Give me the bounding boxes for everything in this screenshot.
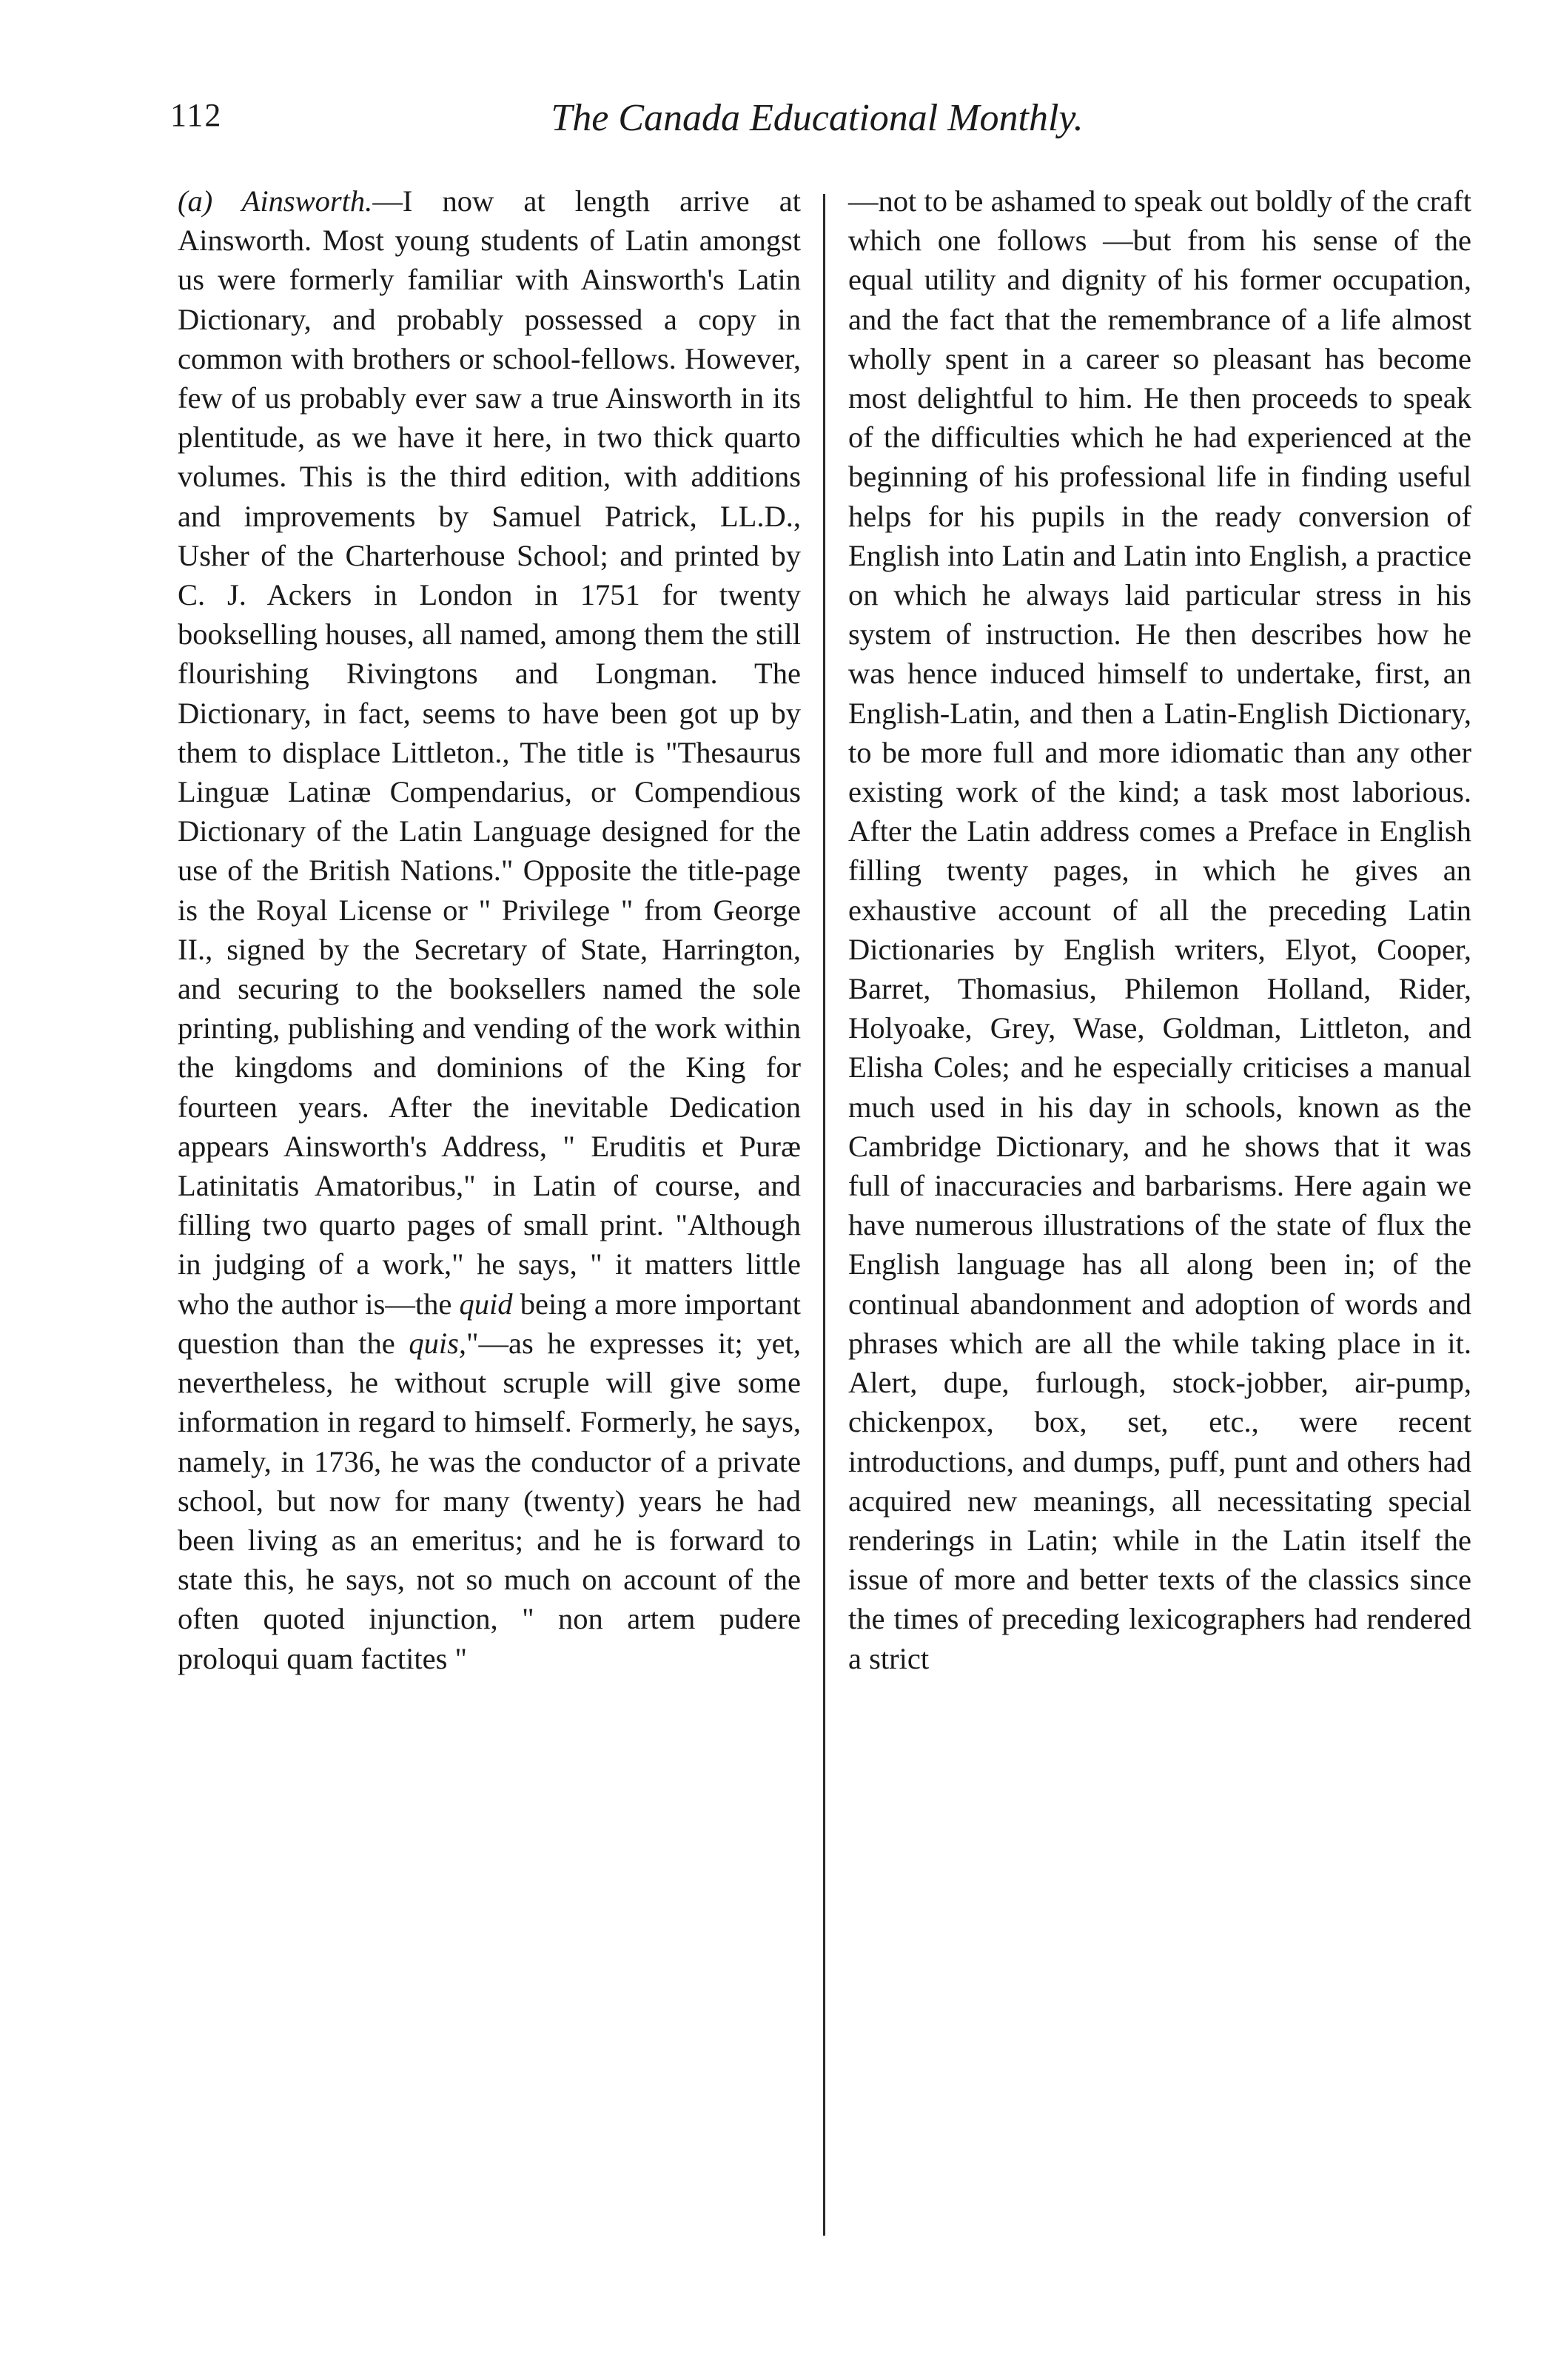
italic-quis: quis, (409, 1326, 466, 1360)
running-title: The Canada Educational Monthly. (551, 97, 1084, 139)
column-divider (823, 194, 825, 2236)
page-number: 112 (170, 97, 223, 133)
italic-quid: quid (459, 1287, 513, 1321)
continuation-paragraph: —not to be ashamed to speak out boldly of the craft which one follows —but from his sense of the equal utility and dignity of his former occupation, and the fact that the remembrance of a life almost wholly spent in a career so pleasant has become most delightful to him. He then proceeds to speak of the difficulties which he had experienced at the beginning of his professional life in finding useful helps for his pupils in the ready conversion of English into Latin and Latin into English, a practice on which he always laid particular stress in his system of instruction. He then describes how he was hence induced himself to undertake, first, an English-Latin, and then a Latin-English Dictionary, to be more full and more idiomatic than any other existing work of the kind; a task most laborious. After the Latin address comes a Preface in English filling twenty pages, in which he gives an exhaustive account of all the preceding Latin Dictionaries by English writers, Elyot, Cooper, Barret, Thomasius, Philemon Holland, Rider, Holyoake, Grey, Wase, Goldman, Littleton, and Elisha Coles; and he especially criticises a manual much used in his day in schools, known as the Cambridge Dictionary, and he shows that it was full of inaccuracies and barbarisms. Here again we have numerous illustrations of the state of flux the English language has all along been in; of the continual abandonment and adoption of words and phrases which are all the while taking place in it. Alert, dupe, furlough, stock-jobber, air-pump, chickenpox, box, set, etc., were recent introductions, and dumps, puff, punt and others had acquired new meanings, all necessitating special renderings in Latin; while in the Latin itself the issue of more and better texts of the classics since the times of preceding lexicographers had rendered a strict (848, 184, 1471, 1675)
body-text: —I now at length arrive at Ainsworth. Most young students of Latin amongst us were formerly familiar with Ainsworth's Latin Dictionary, and probably possessed a copy in common with brothers or school-fellows. However, few of us probably ever saw a true Ainsworth in its plentitude, as we have it here, in two thick quarto volumes. This is the third edition, with additions and improvements by Samuel Patrick, LL.D., Usher of the Charterhouse School; and printed by C. J. Ackers in London in 1751 for twenty bookselling houses, all named, among them the still flourishing Rivingtons and Longman. The Dictionary, in fact, seems to have been got up by them to displace Littleton., The title is "Thesaurus Linguæ Latinæ Compendarius, or Compendious Dictionary of the Latin Language designed for the use of the British Nations." Opposite the title-page is the Royal License or " Privilege " from George II., signed by the Secretary of State, Harrington, and securing to the booksellers named the sole printing, publishing and vending of the work within the kingdoms and dominions of the King for fourteen years. After the inevitable Dedication appears Ainsworth's Address, " Eruditis et Puræ Latinitatis Amatoribus," in Latin of course, and filling two quarto pages of small print. "Although in judging of a work," he says, " it matters little who the author is—the (178, 184, 801, 1321)
left-column (178, 181, 801, 1678)
right-column (848, 181, 1471, 1678)
body-text: being a more important question than the (178, 1287, 801, 1360)
ainsworth-paragraph (178, 181, 801, 1678)
page-header (170, 96, 1464, 155)
body-text: "—as he expresses it; yet, nevertheless, he without scruple will give some information in regard to himself. Formerly, he says, namely, in 1736, he was the conductor of a private school, but now for many (twenty) years he had been living as an emeritus; and he is forward to state this, he says, not so much on account of the often quoted injunction, " non artem pudere proloqui quam factites " (178, 1326, 801, 1675)
section-label: (a) Ainsworth. (178, 184, 373, 218)
